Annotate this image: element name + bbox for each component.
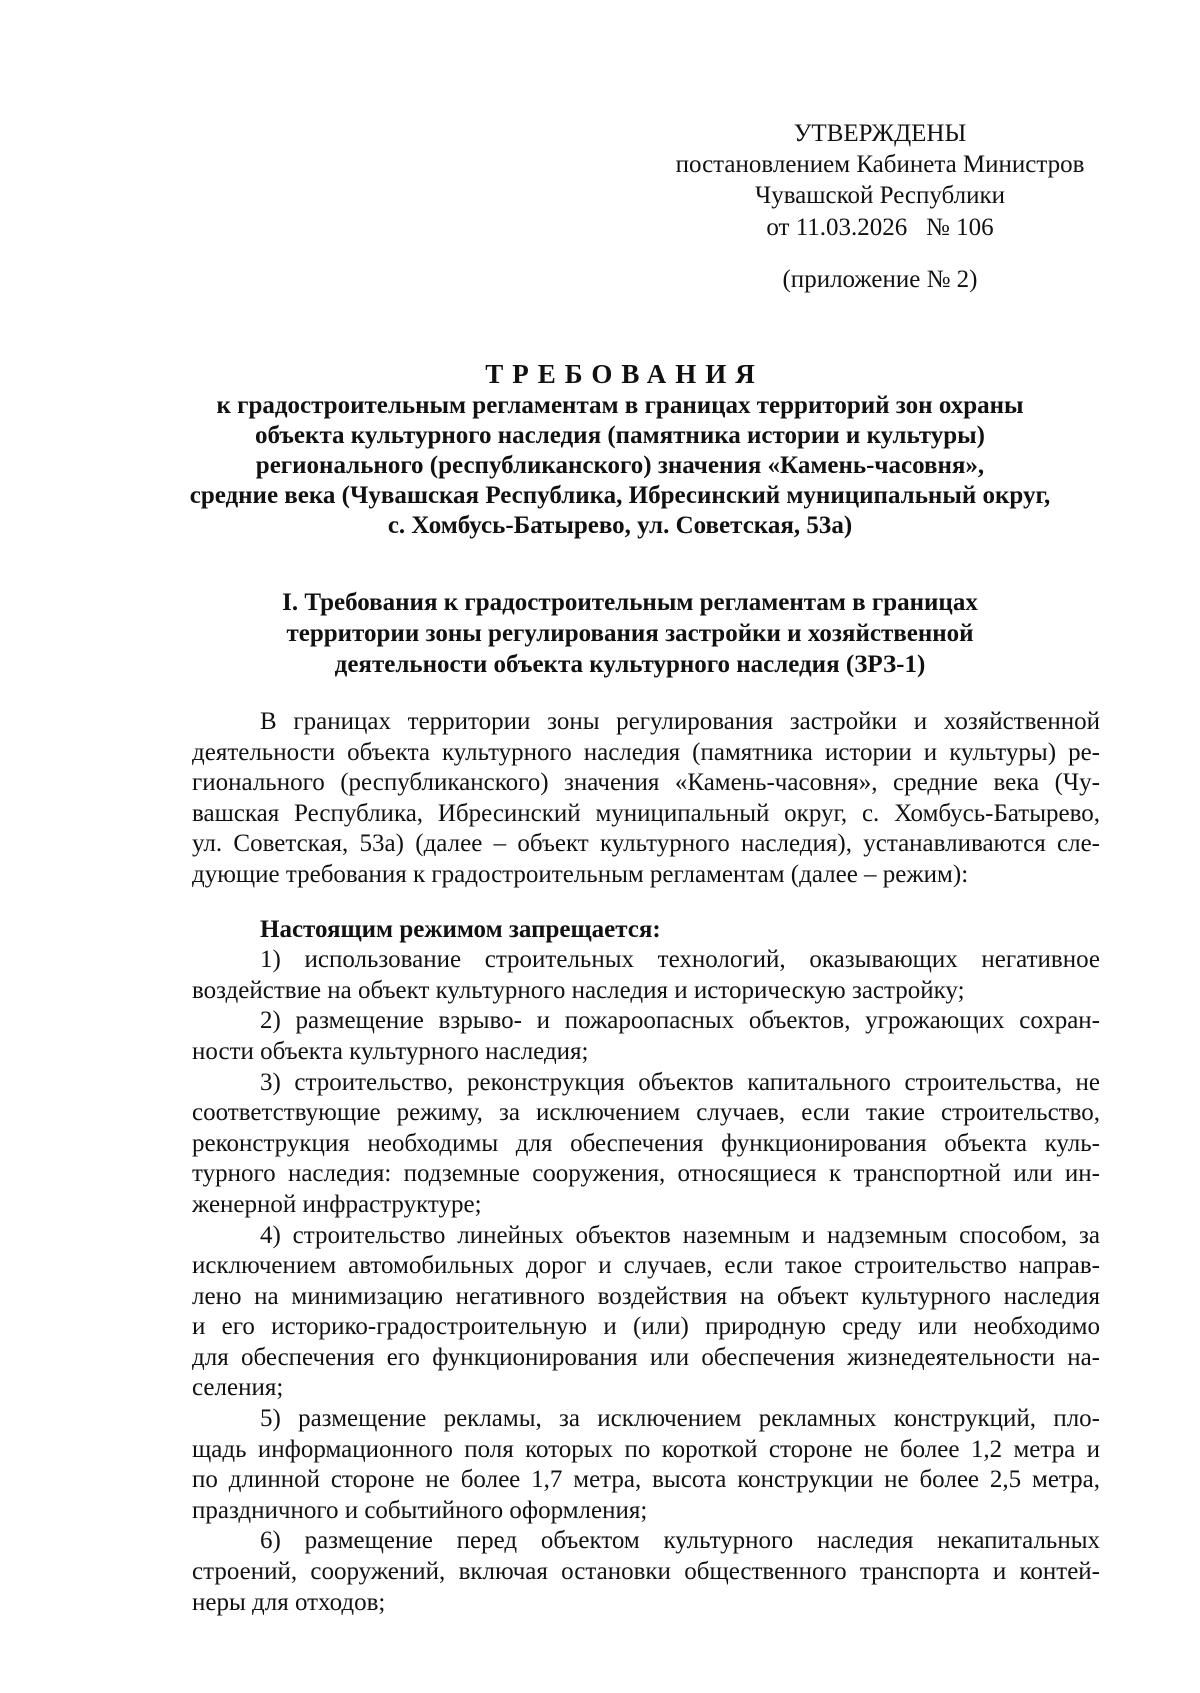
approval-issuer-line: постановлением Кабинета Министров — [675, 151, 1085, 178]
paragraph-line: исключением автомобильных дорог и случаев, если такое строительство направ- — [192, 1252, 1100, 1280]
paragraph-line: 1) использование строительных технологий, оказывающих негативное — [260, 946, 1100, 974]
paragraph-line: воздействие на объект культурного наследия и историческую застройку; — [192, 976, 965, 1004]
paragraph-line: дующие требования к градостроительным регламентам (далее – режим): — [192, 860, 969, 888]
paragraph-line: и его историко-градостроительную и (или) природную среду или необходимо — [192, 1313, 1100, 1341]
paragraph-line: деятельности объекта культурного наследия (памятника истории и культуры) ре- — [192, 738, 1100, 766]
document-subtitle — [150, 391, 1090, 541]
paragraph-line: по длинной стороне не более 1,7 метра, высота конструкции не более 2,5 метра, — [192, 1466, 1100, 1494]
document-title-block — [150, 357, 1090, 541]
document-title: ТРЕБОВАНИЯ — [485, 359, 764, 389]
section-heading-line: деятельности объекта культурного наследия (ЗРЗ-1) — [334, 651, 926, 678]
paragraph-line: строений, сооружений, включая остановки общественного транспорта и контей- — [192, 1558, 1100, 1586]
section-heading — [200, 587, 1060, 680]
body-text — [192, 707, 1100, 1618]
paragraph-line: неры для отходов; — [192, 1588, 386, 1616]
paragraph-line: турного наследия: подземные сооружения, относящиеся к транспортной или ин- — [192, 1160, 1100, 1188]
approval-date-number: от 11.03.2026 № 106 — [766, 214, 994, 241]
paragraph-line: 5) размещение рекламы, за исключением рекламных конструкций, пло- — [260, 1405, 1100, 1433]
subtitle-line: средние века (Чувашская Республика, Ибресинский муниципальный округ, — [189, 482, 1051, 509]
section-heading-line: I. Требования к градостроительным регламентам в границах — [282, 589, 978, 616]
paragraph-line: щадь информационного поля которых по короткой стороне не более 1,2 метра и — [192, 1435, 1100, 1463]
approval-stamp: УТВЕРЖДЕНЫ — [793, 120, 967, 147]
intro-paragraph — [192, 707, 1100, 891]
subtitle-line: объекта культурного наследия (памятника истории и культуры) — [254, 422, 985, 449]
prohibited-item — [192, 1068, 1100, 1221]
section-heading-line: территории зоны регулирования застройки и хозяйственной — [286, 620, 974, 647]
paragraph-line: для обеспечения его функционирования или обеспечения жизнедеятельности на- — [192, 1343, 1100, 1371]
paragraph-line: селения; — [192, 1374, 284, 1402]
subtitle-line: к градостроительным регламентам в границах территорий зон охраны — [216, 392, 1024, 419]
subtitle-line: регионального (республиканского) значения «Камень-часовня», — [255, 452, 985, 479]
approval-issuer-line: Чувашской Республики — [754, 182, 1006, 209]
prohibited-item — [192, 1526, 1100, 1618]
paragraph-line: гионального (республиканского) значения «Камень-часовня», средние века (Чу- — [192, 769, 1100, 797]
appendix-label: (приложение № 2) — [782, 266, 978, 293]
paragraph-line: 2) размещение взрыво- и пожароопасных объектов, угрожающих сохран- — [260, 1007, 1100, 1035]
prohibited-heading: Настоящим режимом запрещается: — [260, 915, 661, 943]
prohibited-item — [192, 945, 1100, 1006]
paragraph-line: реконструкция необходимы для обеспечения функционирования объекта куль- — [192, 1129, 1100, 1157]
paragraph-line: соответствующие режиму, за исключением случаев, если такие строительство, — [192, 1099, 1100, 1127]
approval-block — [660, 118, 1100, 295]
paragraph-line: праздничного и событийного оформления; — [192, 1496, 648, 1524]
paragraph-line: вашская Республика, Ибресинский муниципальный округ, с. Хомбусь-Батырево, — [192, 799, 1100, 827]
paragraph-line: В границах территории зоны регулирования застройки и хозяйственной — [260, 708, 1100, 735]
prohibited-item — [192, 1221, 1100, 1405]
paragraph-line: 3) строительство, реконструкция объектов капитального строительства, не — [260, 1068, 1100, 1096]
paragraph-line: ности объекта культурного наследия; — [192, 1037, 589, 1065]
subtitle-line: с. Хомбусь-Батырево, ул. Советская, 53а) — [387, 512, 853, 539]
prohibited-item — [192, 1006, 1100, 1067]
prohibited-item — [192, 1404, 1100, 1526]
paragraph-line: женерной инфраструктуре; — [192, 1190, 482, 1218]
paragraph-line: 6) размещение перед объектом культурного наследия некапитальных — [260, 1527, 1100, 1555]
paragraph-line: ул. Советская, 53а) (далее – объект культурного наследия), устанавливаются сле- — [192, 830, 1100, 858]
paragraph-line: лено на минимизацию негативного воздействия на объект культурного наследия — [192, 1282, 1100, 1310]
paragraph-line: 4) строительство линейных объектов наземным и надземным способом, за — [260, 1221, 1100, 1249]
